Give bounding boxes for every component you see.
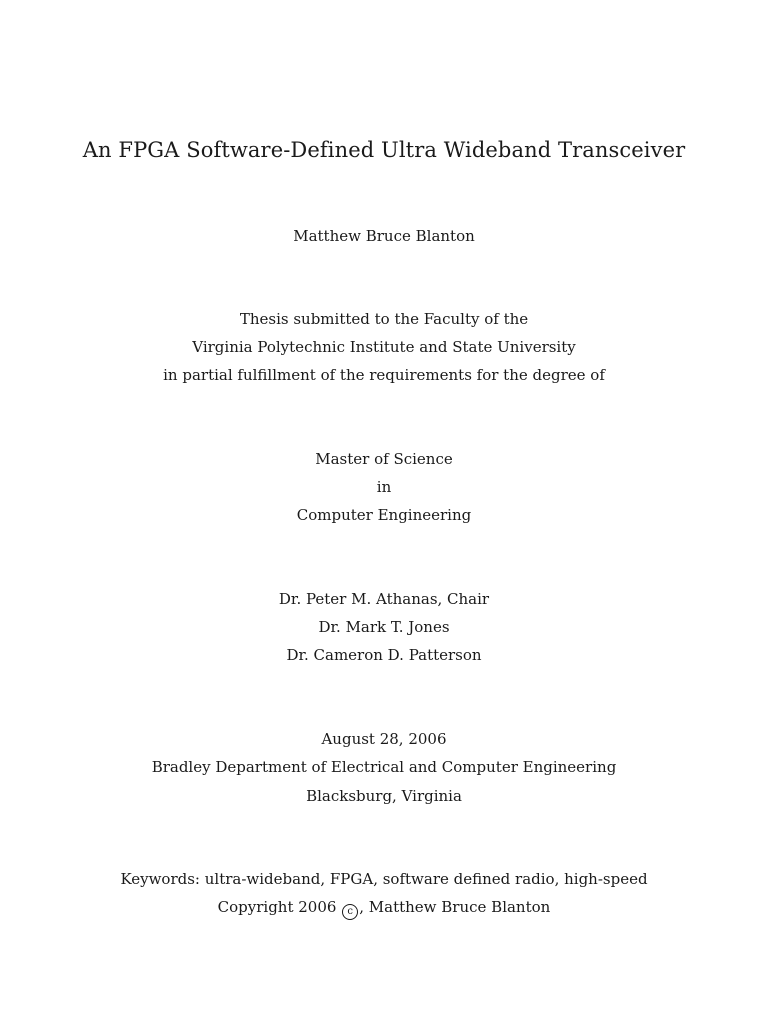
submission-date: August 28, 2006 bbox=[321, 730, 447, 748]
committee-member: Dr. Cameron D. Patterson bbox=[286, 646, 482, 664]
copyright-prefix: Copyright 2006 bbox=[217, 898, 337, 916]
keywords: Keywords: ultra-wideband, FPGA, software defined radio, high-speed bbox=[120, 870, 648, 888]
submission-line-2: Virginia Polytechnic Institute and State University bbox=[192, 338, 576, 356]
thesis-title: An FPGA Software-Defined Ultra Wideband Transceiver bbox=[82, 138, 686, 162]
degree-connector: in bbox=[376, 478, 392, 496]
copyright-notice bbox=[0, 898, 768, 920]
submission-line-1: Thesis submitted to the Faculty of the bbox=[239, 310, 529, 328]
committee-member: Dr. Mark T. Jones bbox=[318, 618, 450, 636]
submission-line-3: in partial fulfillment of the requirements for the degree of bbox=[163, 366, 605, 384]
department: Bradley Department of Electrical and Computer Engineering bbox=[151, 758, 617, 776]
committee-chair: Dr. Peter M. Athanas, Chair bbox=[278, 590, 490, 608]
location: Blacksburg, Virginia bbox=[306, 787, 462, 805]
copyright-icon: c bbox=[342, 904, 358, 920]
degree-field: Computer Engineering bbox=[296, 506, 472, 524]
degree-name: Master of Science bbox=[315, 450, 453, 468]
author-name: Matthew Bruce Blanton bbox=[293, 227, 475, 245]
copyright-suffix: , Matthew Bruce Blanton bbox=[359, 898, 551, 916]
